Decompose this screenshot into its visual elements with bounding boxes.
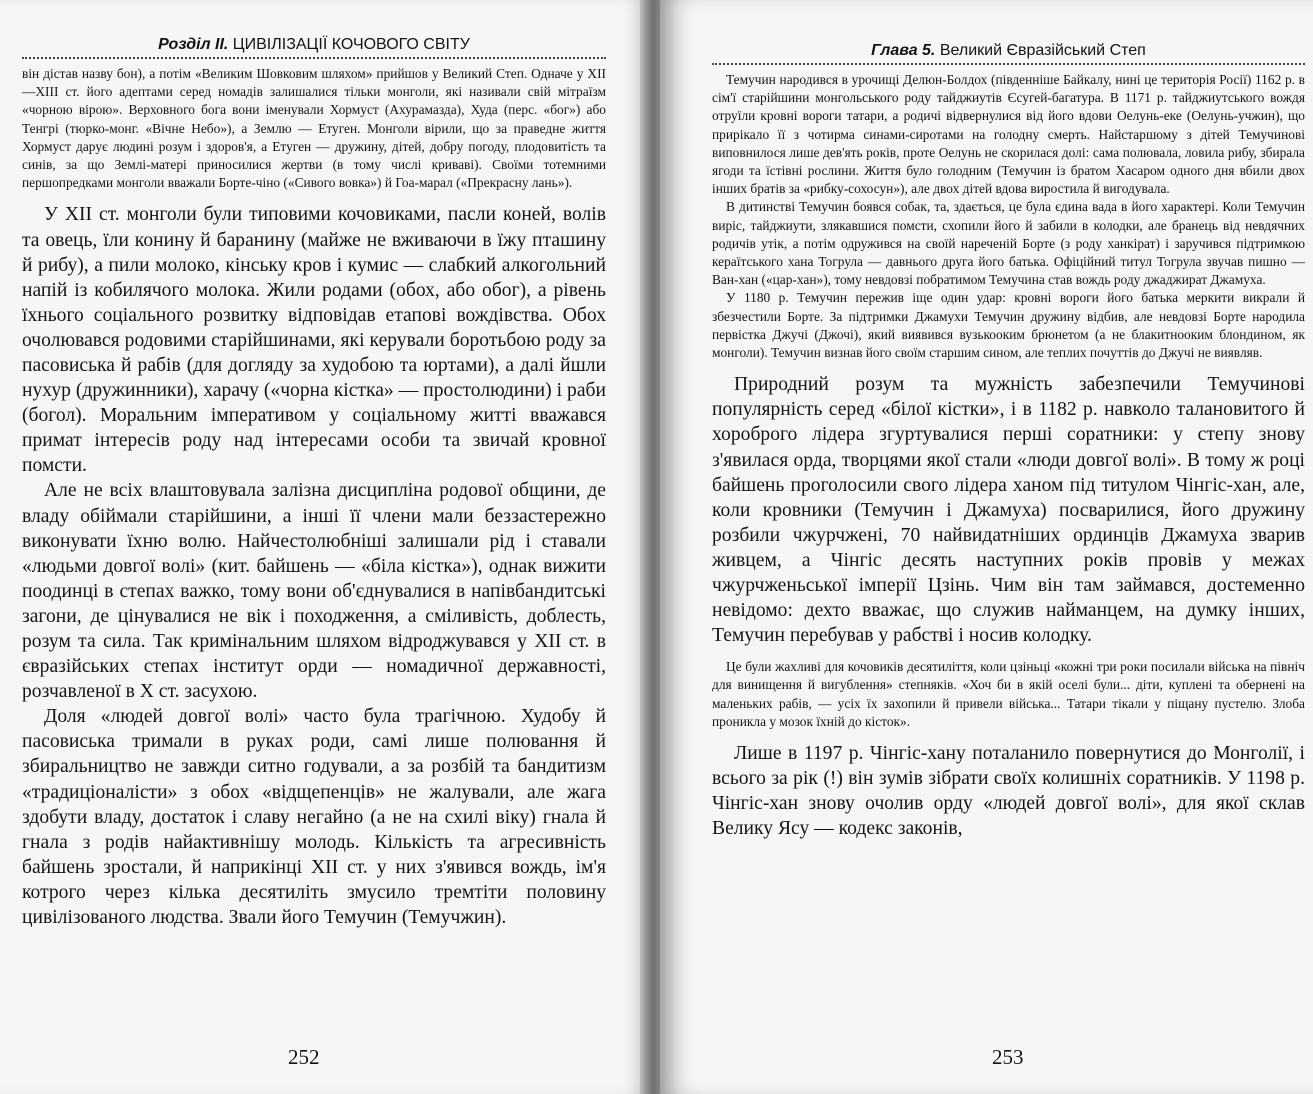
body-paragraph: Лише в 1197 р. Чінгіс-хану поталанило повернутися до Монголії, і всього за рік (!) він зумів зібрати своїх колишніх соратників. У 1198 р. Чінгіс-хан знову очолив орду «людей довгої волі», для якої склав Велику Ясу — кодекс законів, — [712, 743, 1305, 840]
right-page — [660, 0, 1313, 1094]
sidebar-text: У 1180 р. Темучин пережив іще один удар: кровні вороги його батька меркити викрали й збезчестили Борте. За підтримки Джамухи Темучин дружину відбив, але невдовзі Борте народила первістка Джучі (Джочі), який виявився вузькооким брюнетом (а не блакитнооким блондином, як монголи). Темучин визнав його своїм старшим сином, але теплих почуттів до Джучі не виявляв. — [712, 290, 1305, 361]
running-head — [712, 42, 1305, 65]
body-paragraph: Природний розум та мужність забезпечили Темучинові популярність серед «білої кістки», і в 1182 р. навколо талановитого й хороброго лідера згуртувалися перші соратники: у степу знову з'явилася орда, творцями якої стали «люди довгої волі». В тому ж році байшень проголосили свого лідера ханом під титулом Чінгіс-хан, але, коли кровники (Темучин і Джамуха) посварилися, його дружину розбили чжурчжені, 70 найвидатніших ординців Джамуха зварив живцем, а Чінгіс десять наступних років провів у межах чжурчженьської імперії Цзінь. Чим він там займався, достеменно невідомо: дехто вважає, що служив найманцем, на думку інших, Темучин перебував у рабстві і носив колодку. — [712, 374, 1305, 647]
running-head-title: Великий Євразійський Степ — [939, 42, 1146, 59]
sidebar-text: Це були жахливі для кочовиків десятиліття, коли цзіньці «кожні три роки посилали війська на північ для винищення й вигублення» степняків. «Хоч би в якій оселі були... діти, куплені та обернені на маленьких рабів, — усіх їх захопили й привели війська... Татари тікали у піщану пустелю. Злоба проникла у мозок їхній до кісток». — [712, 659, 1305, 729]
sidebar-text: він дістав назву бон), а потім «Великим Шовковим шляхом» прийшов у Великий Степ. Одначе у XII—XIII ст. його адептами серед номадів залишалися тільки монголи, які називали свій мітраїзм «чорною вірою». Верховного бога вони іменували Хормуст (Ахурамазда), Худа (перс. «бог») або Тенгрі (тюрко-монг. «Вічне Небо»), а Землю — Етуген. Монголи вірили, що за праведне життя Хормуст дарує людині розум і здоров'я, а Етуген — дружину, дітей, добру погоду, плодовитість та синів, за що Землі-матері приносилися жертви (в тому числі криваві). Своїми тотемними першопредками монголи вважали Борте-чіно («Сивого вовка») й Гоа-марал («Прекрасну лань»). — [22, 66, 606, 191]
page-number: 252 — [288, 1045, 320, 1069]
sidebar-text: В дитинстві Темучин боявся собак, та, здається, це була єдина вада в його характері. Коли Темучин виріс, тайджиути, злякавшися помсти, схопили його й забили в колодки, але бранець від невдячних родичів утік, а потім одружився на своїй нареченій Борте (з роду ханкірат) і заручився підтримкою кераїтського хана Тогрула — давнього друга його батька. Офіційний титул Тогрула звучав пишно — Ван-хан («цар-хан»), тому невдовзі побратимом Темучина став вождь роду джаджират Джамуха. — [712, 199, 1305, 288]
running-head-chapter: Глава 5. — [871, 42, 936, 59]
body-paragraph: Доля «людей довгої волі» часто була трагічною. Худобу й пасовиська тримали в руках роди, самі лише полювання й збиральництво не завжди ситно годували, а за розбій та бандитизм «традиціоналісти» з обох «відщепенців» не жалували, але жага здобути владу, достаток і славу негайно (а не на схилі віку) гнала й гнала з родів найактивнішу молодь. Кількість та агресивність байшень зростали, й наприкінці XII ст. у них з'явився вождь, ім'я котрого через кілька десятиліть змусило тремтіти половину цивілізованого людства. Звали його Темучин (Темучжин). — [22, 706, 606, 929]
page-number: 253 — [992, 1045, 1024, 1069]
body-paragraph: Але не всіх влаштовувала залізна дисципліна родової общини, де владу обіймали старійшини, а інші її члени мали беззастережно виконувати їхню волю. Найчестолюбніші залишали рід і ставали «людьми довгої волі» (кит. байшень — «біла кістка»), однак вижити поодинці в степах важко, тому вони об'єднувалися в напівбандитські загони, де цінувалися не вік і походження, а сміливість, доблесть, розум та сила. Так кримінальним шляхом відроджувався у XII ст. в євразійських степах інститут орди — номадичної державності, розчавленої в X ст. засухою. — [22, 480, 606, 703]
body-paragraph: У XII ст. монголи були типовими кочовиками, пасли коней, волів та овець, їли конину й баранину (майже не вживаючи в їжу пташину й рибу), а пили молоко, кінську кров і кумис — слабкий алкогольний напій із кобилячого молока. Жили родами (обох, або обог), а рівень їхнього соціального розвитку відповідав етапові вождівства. Обох очолювався родовими старійшинами, які керували боротьбою роду за пасовиська й рабів (для догляду за худобою та юртами), а далі йшли нухур (дружинники), харачу («чорна кістка» — простолюдини) і раби (богол). Моральним імперативом у соціальному житті вважався примат інтересів роду над інтересами особи та звичай кровної помсти. — [22, 204, 606, 477]
sidebar-text: Темучин народився в урочищі Делюн-Болдох (південніше Байкалу, нині це територія Росії) 1162 р. в сім'ї старійшини монгольського роду тайджиутів Єсугей-багатура. В 1171 р. тайджиутського вождя отруїли кровні вороги татари, а родичі відвернулися від його вдови Оелунь-еке (Оелунь-учжин), що прирікало її з чотирма синами-сиротами на голодну смерть. Найстаршому з дітей Темучинові виповнилося лише дев'ять років, проте Оелунь не скорилася долі: сама полювала, ловила рибу, збирала ягоди та їстівні рослини. Життя було голодним (Темучин із братом Хасаром одного дня вбили двох інших братів за «рибку-сохосун»), але двох дітей вдова виростила й вигодувала. — [712, 72, 1305, 197]
running-head — [22, 36, 606, 59]
running-head-title: ЦИВІЛІЗАЦІЇ КОЧОВОГО СВІТУ — [232, 36, 470, 53]
left-page — [0, 0, 648, 1094]
running-head-chapter: Розділ ІІ. — [158, 36, 229, 53]
